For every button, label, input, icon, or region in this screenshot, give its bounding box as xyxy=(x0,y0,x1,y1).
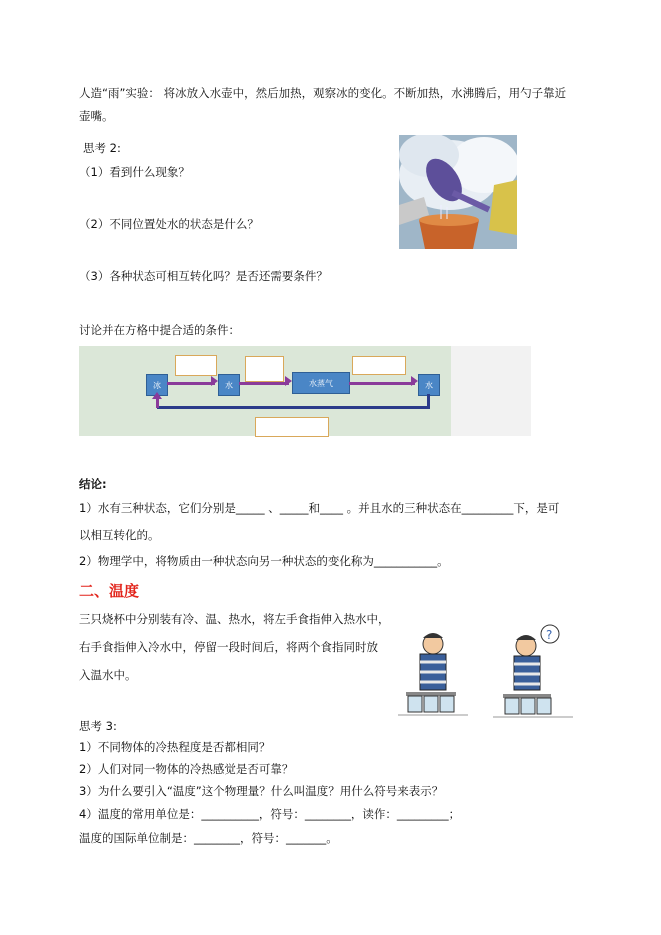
think3-question-5: 温度的国际单位制是：________，符号：_______。 xyxy=(79,831,338,845)
arrowhead-up xyxy=(152,392,162,399)
arrow-ice-water xyxy=(167,382,215,385)
condition-box-3[interactable] xyxy=(352,356,406,375)
arrow-water-vapor xyxy=(239,382,289,385)
think3-question-2: 2）人们对同一物体的冷热感觉是否可靠？ xyxy=(79,762,294,776)
think3-title: 思考 3: xyxy=(79,719,117,733)
conclusion-title: 结论: xyxy=(79,477,107,491)
think3-question-1: 1）不同物体的冷热程度是否都相同？ xyxy=(79,740,271,754)
return-line-horizontal xyxy=(157,406,430,409)
experiment-line-2: 右手食指伸入冷水中，停留一段时间后，将两个食指同时放 xyxy=(79,640,378,654)
think2-question-3: （3）各种状态可相互转化吗？是否还需要条件？ xyxy=(79,269,328,283)
think3-question-4: 4）温度的常用单位是：__________，符号：________，读作：_________； xyxy=(79,807,461,821)
question-mark-icon: ? xyxy=(546,628,553,642)
arrowhead-2 xyxy=(285,376,292,386)
condition-box-1[interactable] xyxy=(175,355,217,376)
conclusion-2: 2）物理学中，将物质由一种状态向另一种状态的变化称为___________。 xyxy=(79,554,449,568)
diagram-margin xyxy=(451,346,531,436)
node-water-2: 水 xyxy=(418,374,440,396)
discussion-prompt: 讨论并在方格中提合适的条件： xyxy=(79,323,240,337)
think2-question-2: （2）不同位置处水的状态是什么？ xyxy=(79,217,259,231)
node-vapor: 水蒸气 xyxy=(292,372,350,394)
section-heading-temperature: 二、温度 xyxy=(79,582,140,600)
arrowhead-3 xyxy=(411,376,418,386)
finger-temperature-illustration xyxy=(398,620,573,720)
intro-line-2: 壶嘴。 xyxy=(79,109,114,123)
experiment-line-3: 入温水中。 xyxy=(79,668,137,682)
intro-line-1: 人造“雨”实验： 将冰放入水壶中，然后加热，观察冰的变化。不断加热，水沸腾后，用勺子靠近 xyxy=(79,86,567,100)
node-ice: 冰 xyxy=(146,374,168,396)
node-water: 水 xyxy=(218,374,240,396)
conclusion-1-line-1: 1）水有三种状态，它们分别是_____ 、_____和____ 。并且水的三种状态在_________下，是可 xyxy=(79,501,560,515)
condition-box-4[interactable] xyxy=(255,417,329,437)
think2-question-1: （1）看到什么现象？ xyxy=(79,165,190,179)
think2-title: 思考 2: xyxy=(83,141,121,155)
condition-box-2[interactable] xyxy=(245,356,284,382)
arrow-vapor-water xyxy=(349,382,415,385)
arrowhead-1 xyxy=(211,376,218,386)
experiment-line-1: 三只烧杯中分别装有冷、温、热水，将左手食指伸入热水中， xyxy=(79,612,390,626)
think3-question-3: 3）为什么要引入“温度”这个物理量？什么叫温度？用什么符号来表示？ xyxy=(79,784,444,798)
steam-spoon-illustration xyxy=(399,135,517,249)
conclusion-1-line-2: 以相互转化的。 xyxy=(79,528,160,542)
